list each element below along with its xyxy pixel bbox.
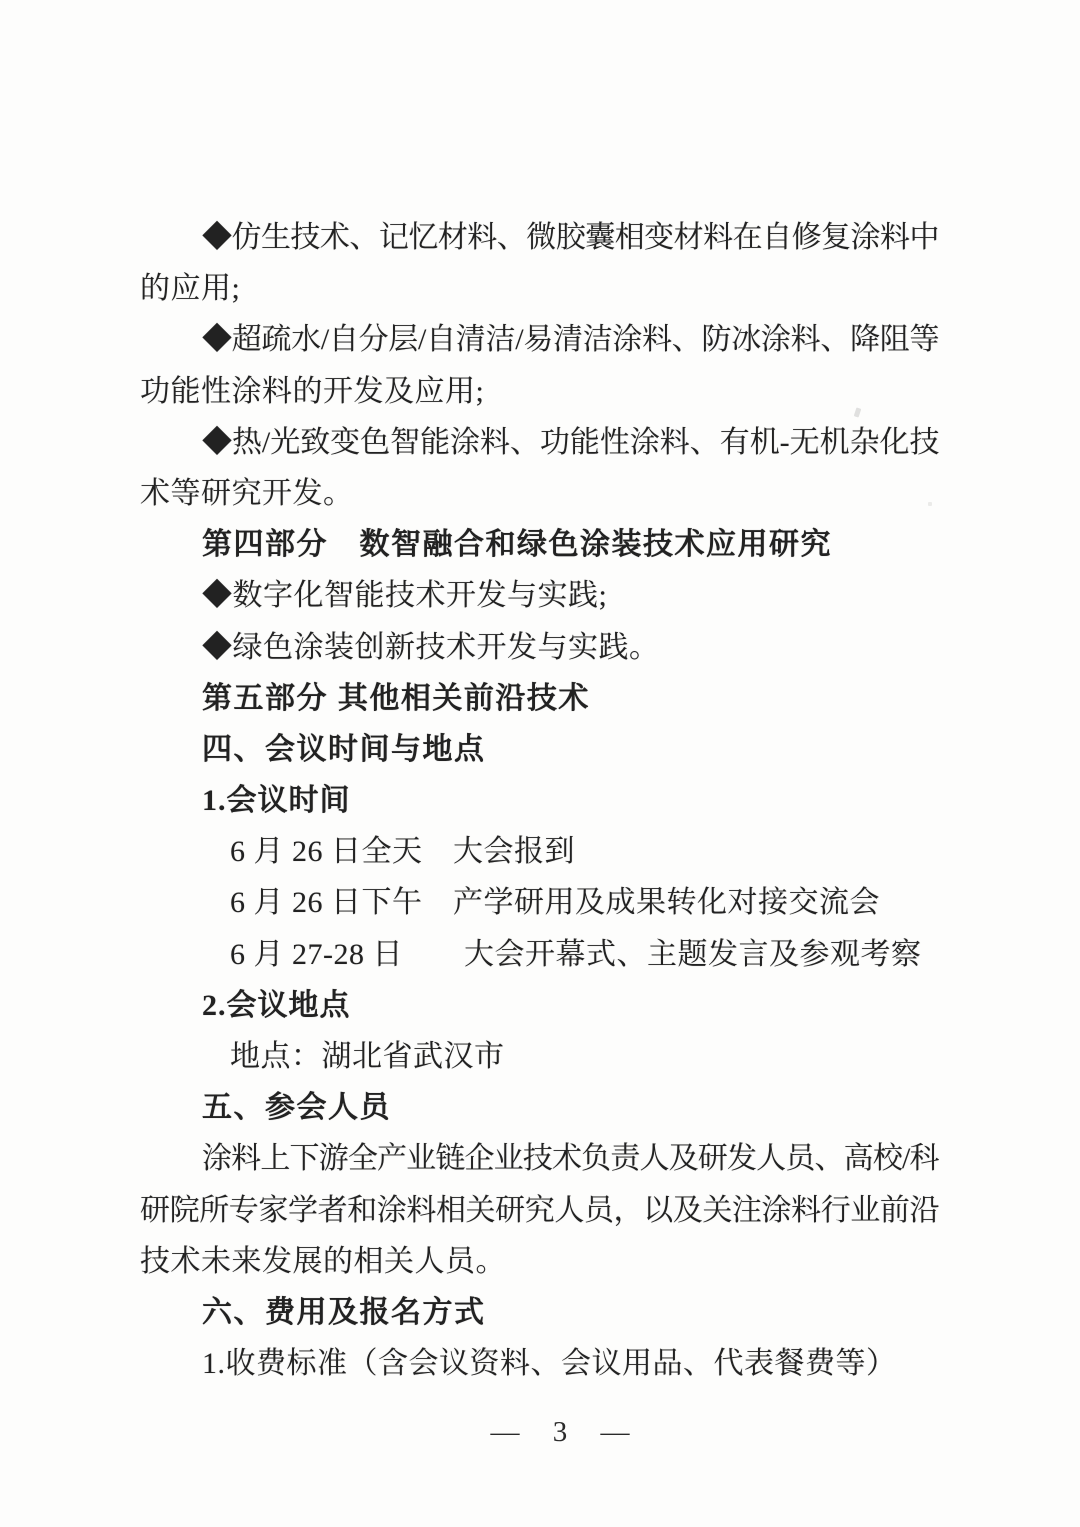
bullet-superhydrophobic-cont: 功能性涂料的开发及应用; — [140, 374, 485, 408]
scan-artifact-speck — [928, 502, 932, 506]
document-body — [140, 212, 938, 1389]
location-line: 地点：湖北省武汉市 — [230, 1040, 505, 1073]
page-number: — 3 — — [490, 1416, 638, 1448]
heading-part-5: 第五部分 其他相关前沿技术 — [202, 681, 590, 715]
schedule-line-registration: 6 月 26 日全天 大会报到 — [230, 835, 575, 869]
bullet-thermochromic-line: ◆热/光致变色智能涂料、功能性涂料、有机-无机杂化技 — [202, 425, 938, 459]
bullet-green-coating-line: ◆绿色涂装创新技术开发与实践。 — [202, 630, 660, 664]
bullet-superhydrophobic-line: ◆超疏水/自分层/自清洁/易清洁涂料、防冰涂料、降阻等 — [202, 323, 938, 357]
heading-section-5-attendees: 五、参会人员 — [202, 1091, 391, 1125]
bullet-biomimetic-line: ◆仿生技术、记忆材料、微胶囊相变材料在自修复涂料中 — [202, 221, 938, 254]
schedule-line-exchange: 6 月 26 日下午 产学研用及成果转化对接交流会 — [230, 886, 880, 920]
heading-part-4: 第四部分 数智融合和绿色涂装技术应用研究 — [202, 528, 832, 562]
subheading-meeting-time: 1.会议时间 — [202, 784, 351, 818]
heading-section-4-time-place: 四、会议时间与地点 — [202, 732, 486, 766]
attendees-paragraph-line-2: 研院所专家学者和涂料相关研究人员，以及关注涂料行业前沿 — [140, 1193, 938, 1227]
subheading-meeting-place: 2.会议地点 — [202, 988, 351, 1022]
bullet-biomimetic-line-cont: 的应用; — [140, 272, 241, 306]
bullet-thermochromic-cont: 术等研究开发。 — [140, 476, 354, 510]
schedule-line-opening: 6 月 27-28 日 大会开幕式、主题发言及参观考察 — [230, 937, 922, 971]
heading-section-6-fees: 六、费用及报名方式 — [202, 1295, 486, 1329]
bullet-digital-tech-line: ◆数字化智能技术开发与实践; — [202, 579, 608, 613]
fee-standard-line: 1.收费标准（含会议资料、会议用品、代表餐费等） — [202, 1347, 897, 1381]
attendees-paragraph-line-3: 技术未来发展的相关人员。 — [140, 1244, 506, 1278]
attendees-paragraph-line-1: 涂料上下游全产业链企业技术负责人及研发人员、高校/科 — [202, 1142, 938, 1176]
